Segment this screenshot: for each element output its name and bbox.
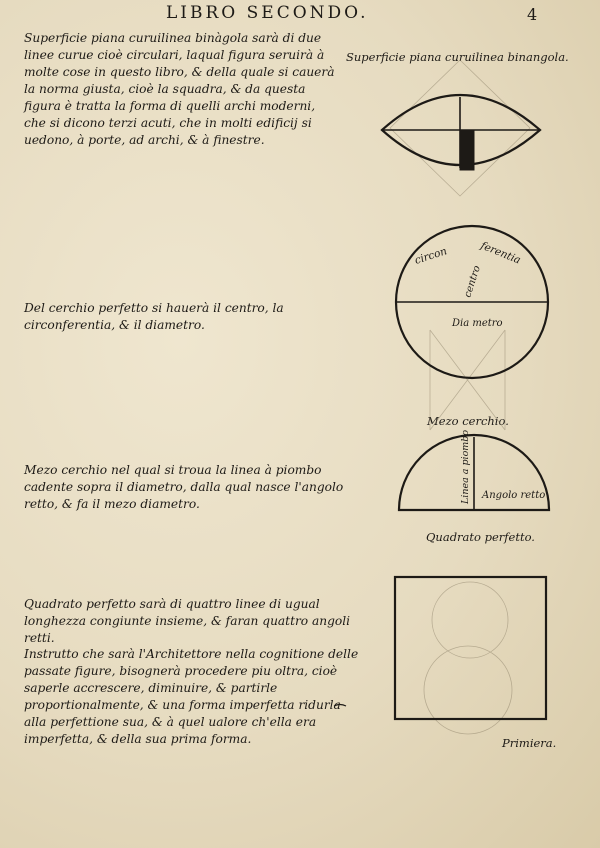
square-tool xyxy=(460,130,474,170)
caption-half-circle: Mezo cerchio. xyxy=(427,414,509,428)
paragraph-perfect-circle: Del cerchio perfetto si hauerà il centro, la circonferentia, & il diametro. xyxy=(24,301,284,332)
label-diametro: Dia metro xyxy=(452,318,503,329)
figure-lens xyxy=(382,95,540,170)
paragraph-binangular-surface: Superficie piana curuilinea binàgola sarà di due linee curue cioè circulari, laqual figura seruirà à molte cose in questo libro, & della quale si cauerà la norma giusta, cioè la squadra, & da questa figura è tratta la forma di quelli archi moderni, che si dicono terzi acuti, che in molti edificij si uedono, à porte, ad archi, & à finestre. xyxy=(24,31,335,147)
label-linea-piombo: Linea a piombo xyxy=(460,429,471,504)
catchword: Primiera. xyxy=(502,736,557,750)
caption-perfect-square: Quadrato perfetto. xyxy=(426,530,535,544)
figure-circle xyxy=(396,226,548,378)
faint-circle-in-square xyxy=(432,582,508,658)
paragraph-instruction: Instrutto che sarà l'Architettore nella cognitione delle passate figure, bisognerà procedere piu oltra, cioè saperle accrescere, diminuire, & partirle proportionalmente, & una forma imperfetta ridurla alla perfettione sua, & à quel ualore ch'ella era imperfetta, & della sua prima forma. xyxy=(24,647,359,746)
running-header: LIBRO SECONDO. xyxy=(166,3,369,23)
label-angolo-retto: Angolo retto xyxy=(482,490,546,501)
label-circon: circon xyxy=(413,245,449,267)
paragraph-perfect-square: Quadrato perfetto sarà di quattro linee di ugual longhezza congiunte insieme, & faran quattro angoli retti. xyxy=(24,597,351,645)
page-number: 4 xyxy=(527,5,538,24)
figure-square xyxy=(395,577,546,719)
caption-binangular-surface: Superficie piana curuilinea binangola. xyxy=(346,50,569,64)
faint-circle-lower xyxy=(424,646,512,734)
label-centro: centro xyxy=(462,264,483,299)
ornaments xyxy=(334,705,346,707)
ornament-mark-1 xyxy=(334,705,346,707)
square-outline xyxy=(395,577,546,719)
paragraph-half-circle: Mezo cerchio nel qual si troua la linea à piombo cadente sopra il diametro, dalla qual nasce l'angolo retto, & fa il mezo diametro. xyxy=(24,463,344,511)
label-ferentia: ferentia xyxy=(478,239,523,267)
